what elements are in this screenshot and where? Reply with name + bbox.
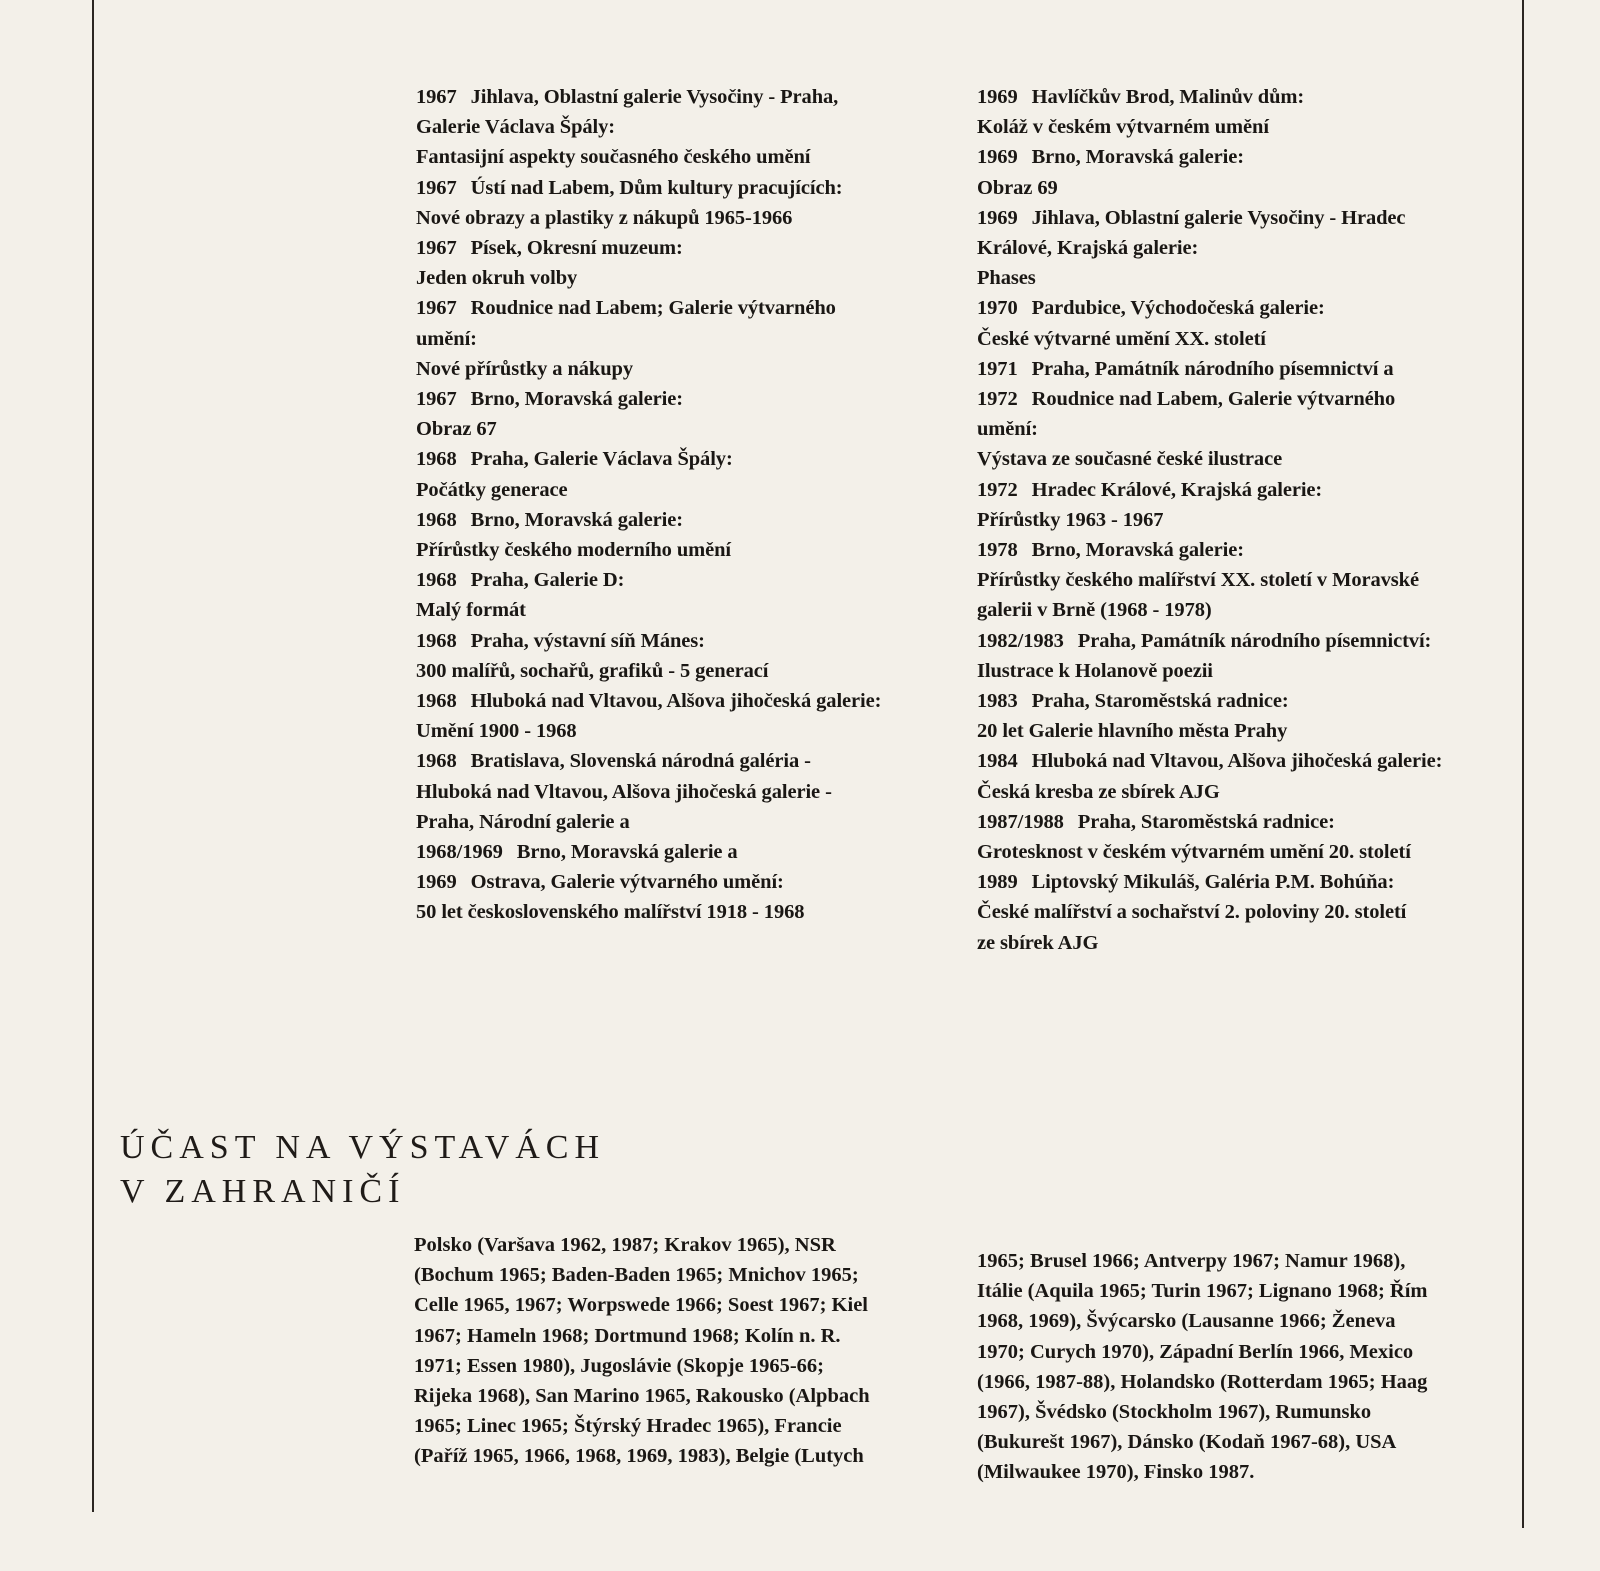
exhibition-title: Grotesknost v českém výtvarném umění 20. století [977, 841, 1411, 864]
section-heading-line-2: V ZAHRANIČÍ [120, 1173, 406, 1211]
abroad-text-line: Rijeka 1968), San Marino 1965, Rakousko (Alpbach [414, 1385, 870, 1408]
abroad-text-line: Polsko (Varšava 1962, 1987; Krakov 1965), NSR [414, 1234, 836, 1256]
exhibition-place-continued: Galerie Václava Špály: [416, 116, 615, 139]
section-heading-abroad [120, 1126, 605, 1214]
exhibition-entry [416, 384, 956, 444]
exhibition-year: 1968 [416, 448, 457, 471]
left-margin-rule [92, 0, 94, 1512]
exhibition-title: České výtvarné umění XX. století [977, 327, 1266, 350]
exhibition-entry [977, 807, 1517, 867]
exhibition-year: 1984 [977, 750, 1018, 773]
exhibition-entry [416, 626, 956, 686]
exhibition-title: Malý formát [416, 599, 526, 622]
exhibition-place: Ostrava, Galerie výtvarného umění: [470, 871, 784, 894]
abroad-text-line: Celle 1965, 1967; Worpswede 1966; Soest 1967; Kiel [414, 1294, 868, 1317]
exhibition-year: 1969 [977, 206, 1018, 229]
exhibition-place: Brno, Moravská galerie: [470, 388, 683, 411]
exhibition-year: 1970 [977, 297, 1018, 320]
exhibition-year: 1982/1983 [977, 629, 1064, 652]
exhibition-title: Umění 1900 - 1968 [416, 720, 577, 743]
exhibition-place: Hluboká nad Vltavou, Alšova jihočeská galerie: [470, 690, 882, 713]
exhibition-place: Praha, Staroměstská radnice: [1077, 810, 1335, 833]
exhibition-year: 1968 [416, 750, 457, 773]
exhibition-entry [977, 535, 1517, 626]
exhibition-year: 1971 [977, 357, 1018, 380]
exhibition-place: Praha, Galerie D: [470, 569, 625, 592]
exhibition-title: Přírůstky 1963 - 1967 [977, 508, 1164, 531]
exhibition-entry [416, 82, 956, 173]
exhibition-entry [977, 82, 1517, 142]
abroad-text-line: 1965; Linec 1965; Štýrský Hradec 1965), Francie [414, 1415, 842, 1438]
exhibition-entry [416, 746, 956, 837]
exhibition-title: Nové přírůstky a nákupy [416, 357, 633, 380]
exhibition-place: Brno, Moravská galerie a [516, 841, 738, 864]
exhibition-year: 1967 [416, 176, 457, 199]
exhibition-entry [416, 505, 956, 565]
exhibition-entry [977, 475, 1517, 535]
exhibition-place: Brno, Moravská galerie: [1031, 539, 1244, 562]
exhibition-title: Česká kresba ze sbírek AJG [977, 780, 1220, 803]
exhibition-place-continued: umění: [977, 418, 1038, 441]
exhibition-place: Praha, Staroměstská radnice: [1031, 690, 1289, 713]
exhibition-title: Jeden okruh volby [416, 267, 578, 290]
exhibition-place: Pardubice, Východočeská galerie: [1031, 297, 1325, 320]
exhibition-place: Liptovský Mikuláš, Galéria P.M. Bohúňa: [1031, 871, 1395, 894]
exhibition-year: 1969 [416, 871, 457, 894]
exhibition-entry [416, 565, 956, 625]
exhibition-title: Koláž v českém výtvarném umění [977, 116, 1269, 139]
exhibition-year: 1968 [416, 629, 457, 652]
exhibition-title: Nové obrazy a plastiky z nákupů 1965-1966 [416, 206, 793, 229]
exhibition-place: Hradec Králové, Krajská galerie: [1031, 478, 1323, 501]
abroad-text-line: 1967; Hameln 1968; Dortmund 1968; Kolín n. R. [414, 1324, 841, 1347]
abroad-text-line: (Milwaukee 1970), Finsko 1987. [977, 1461, 1255, 1484]
exhibition-entry [416, 173, 956, 233]
abroad-exhibitions-left [414, 1230, 934, 1472]
exhibition-place: Ústí nad Labem, Dům kultury pracujících: [470, 176, 843, 199]
exhibition-title: Fantasijní aspekty současného českého umění [416, 146, 811, 169]
exhibition-year: 1987/1988 [977, 810, 1064, 833]
exhibition-title: Obraz 69 [977, 176, 1058, 199]
exhibition-year: 1967 [416, 297, 457, 320]
exhibition-place: Praha, Památník národního písemnictví: [1077, 629, 1432, 652]
exhibition-year: 1967 [416, 237, 457, 260]
exhibition-entry [977, 142, 1517, 202]
abroad-text-line: Itálie (Aquila 1965; Turin 1967; Lignano 1968; Řím [977, 1280, 1428, 1303]
abroad-text-line: 1965; Brusel 1966; Antverpy 1967; Namur 1968), [977, 1250, 1406, 1272]
exhibition-title: Ilustrace k Holanově poezii [977, 659, 1213, 682]
exhibition-title: 300 malířů, sochařů, grafiků - 5 generací [416, 659, 769, 682]
abroad-text-line: (Bochum 1965; Baden-Baden 1965; Mnichov 1965; [414, 1264, 859, 1287]
exhibition-entry [977, 746, 1517, 806]
exhibition-title: 20 let Galerie hlavního města Prahy [977, 720, 1288, 743]
exhibition-title: Počátky generace [416, 478, 568, 501]
exhibition-place-continued: Králové, Krajská galerie: [977, 237, 1199, 260]
exhibition-place-continued: Praha, Národní galerie a [416, 810, 630, 833]
abroad-text-line: (Bukurešt 1967), Dánsko (Kodaň 1967-68), USA [977, 1431, 1397, 1454]
exhibition-place-continued: Hluboká nad Vltavou, Alšova jihočeská galerie - [416, 780, 832, 803]
abroad-text-line: 1970; Curych 1970), Západní Berlín 1966, Mexico [977, 1340, 1414, 1363]
exhibition-place: Jihlava, Oblastní galerie Vysočiny - Praha, [470, 86, 839, 108]
exhibition-year: 1967 [416, 86, 457, 108]
exhibition-place-continued: umění: [416, 327, 477, 350]
abroad-text-line: 1967), Švédsko (Stockholm 1967), Rumunsko [977, 1401, 1372, 1424]
exhibition-place: Brno, Moravská galerie: [470, 508, 683, 531]
exhibition-year: 1968/1969 [416, 841, 503, 864]
abroad-text-line: 1968, 1969), Švýcarsko (Lausanne 1966; Ženeva [977, 1310, 1396, 1333]
exhibition-title: Výstava ze současné české ilustrace [977, 448, 1283, 471]
exhibition-year: 1983 [977, 690, 1018, 713]
exhibition-entry [977, 867, 1517, 958]
exhibition-place: Praha, Památník národního písemnictví a [1031, 357, 1394, 380]
exhibitions-column-right [977, 82, 1517, 958]
abroad-text-line: (Paříž 1965, 1966, 1968, 1969, 1983), Belgie (Lutych [414, 1445, 864, 1468]
exhibition-title: galerii v Brně (1968 - 1978) [977, 599, 1212, 622]
exhibition-entry [416, 686, 956, 746]
exhibition-place: Praha, Galerie Václava Špály: [470, 448, 733, 471]
exhibition-entry [977, 384, 1517, 475]
exhibition-title: ze sbírek AJG [977, 931, 1099, 954]
exhibition-entry [977, 354, 1517, 384]
exhibition-title: Obraz 67 [416, 418, 497, 441]
exhibition-title: Přírůstky českého malířství XX. století v Moravské [977, 569, 1419, 592]
exhibition-entry [977, 626, 1517, 686]
exhibitions-column-left [416, 82, 956, 928]
exhibition-year: 1972 [977, 478, 1018, 501]
exhibition-place: Roudnice nad Labem; Galerie výtvarného [470, 297, 836, 320]
exhibition-entry [416, 444, 956, 504]
exhibition-place: Praha, výstavní síň Mánes: [470, 629, 705, 652]
exhibition-year: 1968 [416, 508, 457, 531]
exhibition-entry [977, 293, 1517, 353]
abroad-text-line: (1966, 1987-88), Holandsko (Rotterdam 1965; Haag [977, 1370, 1428, 1393]
exhibition-year: 1967 [416, 388, 457, 411]
section-heading-line-1: ÚČAST NA VÝSTAVÁCH [120, 1129, 606, 1167]
exhibition-year: 1972 [977, 388, 1018, 411]
exhibition-place: Písek, Okresní muzeum: [470, 237, 683, 260]
exhibition-entry [977, 203, 1517, 294]
exhibition-place: Roudnice nad Labem, Galerie výtvarného [1031, 388, 1396, 411]
exhibition-year: 1978 [977, 539, 1018, 562]
exhibition-place: Brno, Moravská galerie: [1031, 146, 1244, 169]
exhibition-entry [416, 867, 956, 927]
exhibition-title: České malířství a sochařství 2. poloviny 20. století [977, 901, 1407, 924]
exhibition-year: 1989 [977, 871, 1018, 894]
exhibition-place: Bratislava, Slovenská národná galéria - [470, 750, 811, 773]
exhibition-year: 1968 [416, 690, 457, 713]
exhibition-entry [416, 293, 956, 384]
exhibition-place: Hluboká nad Vltavou, Alšova jihočeská galerie: [1031, 750, 1443, 773]
exhibition-place: Havlíčkův Brod, Malinův dům: [1031, 86, 1305, 108]
right-margin-rule [1522, 0, 1524, 1528]
exhibition-entry [416, 233, 956, 293]
abroad-exhibitions-right [977, 1246, 1497, 1488]
exhibition-title: Phases [977, 267, 1036, 290]
exhibition-title: Přírůstky českého moderního umění [416, 539, 732, 562]
exhibition-place: Jihlava, Oblastní galerie Vysočiny - Hradec [1031, 206, 1406, 229]
exhibition-year: 1969 [977, 86, 1018, 108]
abroad-text-line: 1971; Essen 1980), Jugoslávie (Skopje 1965-66; [414, 1354, 825, 1377]
exhibition-year: 1969 [977, 146, 1018, 169]
exhibition-entry [977, 686, 1517, 746]
exhibition-title: 50 let československého malířství 1918 - 1968 [416, 901, 805, 924]
exhibition-entry [416, 837, 956, 867]
exhibition-year: 1968 [416, 569, 457, 592]
